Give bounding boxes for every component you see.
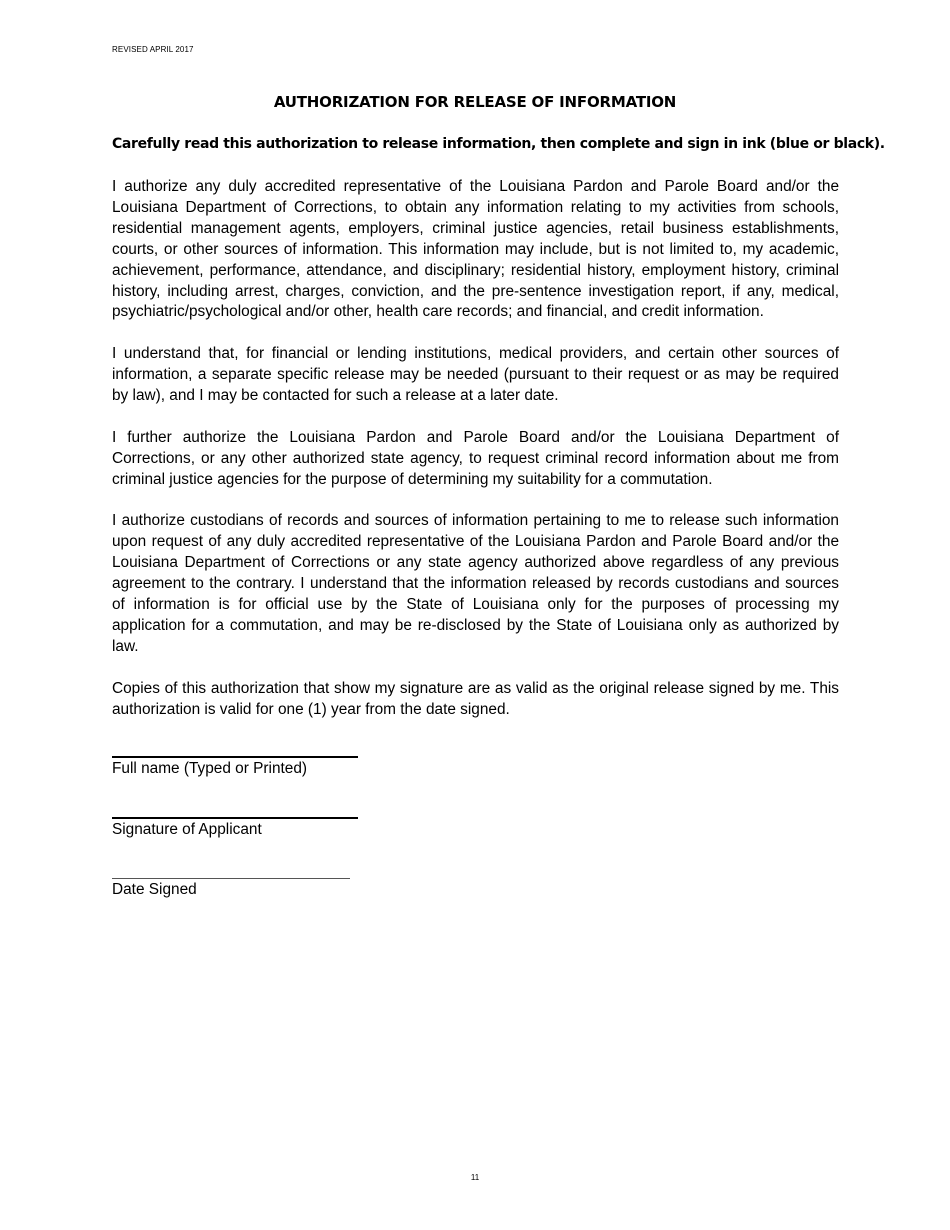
- document-title: AUTHORIZATION FOR RELEASE OF INFORMATION: [273, 93, 677, 111]
- revision-note: REVISED APRIL 2017: [112, 45, 194, 54]
- paragraph-authorization: I authorize any duly accredited representative of the Louisiana Pardon and Parole Board and/or the Louisiana Department of Corrections, to obtain any information relating to my activities from schools, residential management agents, employers, criminal justice agencies, retail business establishments, courts, or other sources of information. This information may include, but is not limited to, my academic, achievement, performance, attendance, and disciplinary; residential history, employment history, criminal history, including arrest, charges, conviction, and the pre-sentence investigation report, if any, medical, psychiatric/psychological and/or other, health care records; and financial, and credit information.: [112, 178, 839, 321]
- date-label: Date Signed: [112, 881, 197, 898]
- paragraph-separate-release: I understand that, for financial or lending institutions, medical providers, and certain other sources of information, a separate specific release may be needed (pursuant to their request or as may be required by law), and I may be contacted for such a release at a later date.: [112, 345, 839, 405]
- signature-field[interactable]: [112, 817, 358, 839]
- full-name-line[interactable]: [112, 756, 358, 758]
- full-name-field[interactable]: [112, 756, 358, 778]
- signature-label: Signature of Applicant: [112, 821, 262, 838]
- document-body: [112, 177, 839, 741]
- full-name-label: Full name (Typed or Printed): [112, 760, 308, 777]
- paragraph-copies-validity: Copies of this authorization that show my signature are as valid as the original release signed by me. This authorization is valid for one (1) year from the date signed.: [112, 679, 839, 718]
- instruction-text: Carefully read this authorization to release information, then complete and sign in ink (blue or black).: [112, 136, 885, 152]
- signature-line[interactable]: [112, 817, 358, 819]
- date-field[interactable]: [112, 878, 350, 899]
- page-number: 11: [470, 1173, 480, 1182]
- paragraph-criminal-record: I further authorize the Louisiana Pardon and Parole Board and/or the Louisiana Department of Corrections, or any other authorized state agency, to request criminal record information about me from criminal justice agencies for the purpose of determining my suitability for a commutation.: [112, 428, 839, 488]
- date-line[interactable]: [112, 878, 350, 879]
- paragraph-custodians: I authorize custodians of records and sources of information pertaining to me to release such information upon request of any duly accredited representative of the Louisiana Pardon and Parole Board and/or the Louisiana Department of Corrections or any state agency authorized above regardless of any previous agreement to the contrary. I understand that the information released by records custodians and sources of information is for official use by the State of Louisiana only for the purposes of processing my application for a commutation, and may be re-disclosed by the State of Louisiana only as authorized by law.: [112, 512, 839, 655]
